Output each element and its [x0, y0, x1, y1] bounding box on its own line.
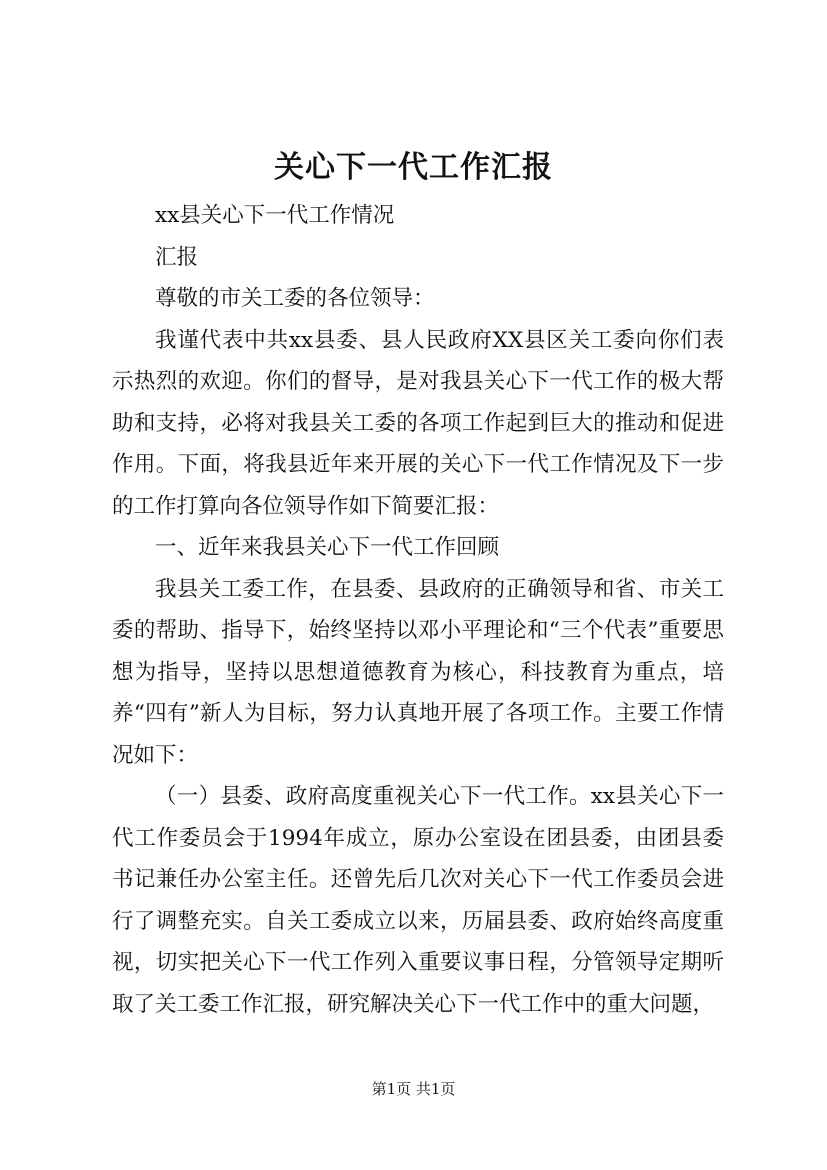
paragraph: 我县关工委工作，在县委、县政府的正确领导和省、市关工委的帮助、指导下，始终坚持以邓小平理论和“三个代表”重要思想为指导，坚持以思想道德教育为核心，科技教育为重点，培养“四有”新人为目标，努力认真地开展了各项工作。主要工作情况如下： — [112, 576, 724, 768]
paragraph: xx县关心下一代工作情况 — [155, 203, 395, 228]
document-title: 关心下一代工作汇报 — [274, 150, 553, 185]
section-heading: 一、近年来我县关心下一代工作回顾 — [155, 535, 500, 560]
paragraph: 我谨代表中共xx县委、县人民政府XX县区关工委向你们表示热烈的欢迎。你们的督导，是对我县关心下一代工作的极大帮助和支持，必将对我县关工委的各项工作起到巨大的推动和促进作用。下面，将我县近年来开展的关心下一代工作情况及下一步的工作打算向各位领导作如下简要汇报： — [112, 327, 724, 519]
paragraph: （一）县委、政府高度重视关心下一代工作。xx县关心下一代工作委员会于1994年成立，原办公室设在团县委，由团县委书记兼任办公室主任。还曾先后几次对关心下一代工作委员会进行了调整充实。自关工委成立以来，历届县委、政府始终高度重视，切实把关心下一代工作列入重要议事日程，分管领导定期听取了关工委工作汇报，研究解决关心下一代工作中的重大问题， — [112, 784, 724, 1017]
paragraph: 汇报 — [155, 244, 199, 270]
page-footer: 第1页 共1页 — [371, 1080, 456, 1098]
document-body — [112, 195, 724, 1025]
paragraph: 尊敬的市关工委的各位领导： — [155, 286, 435, 311]
